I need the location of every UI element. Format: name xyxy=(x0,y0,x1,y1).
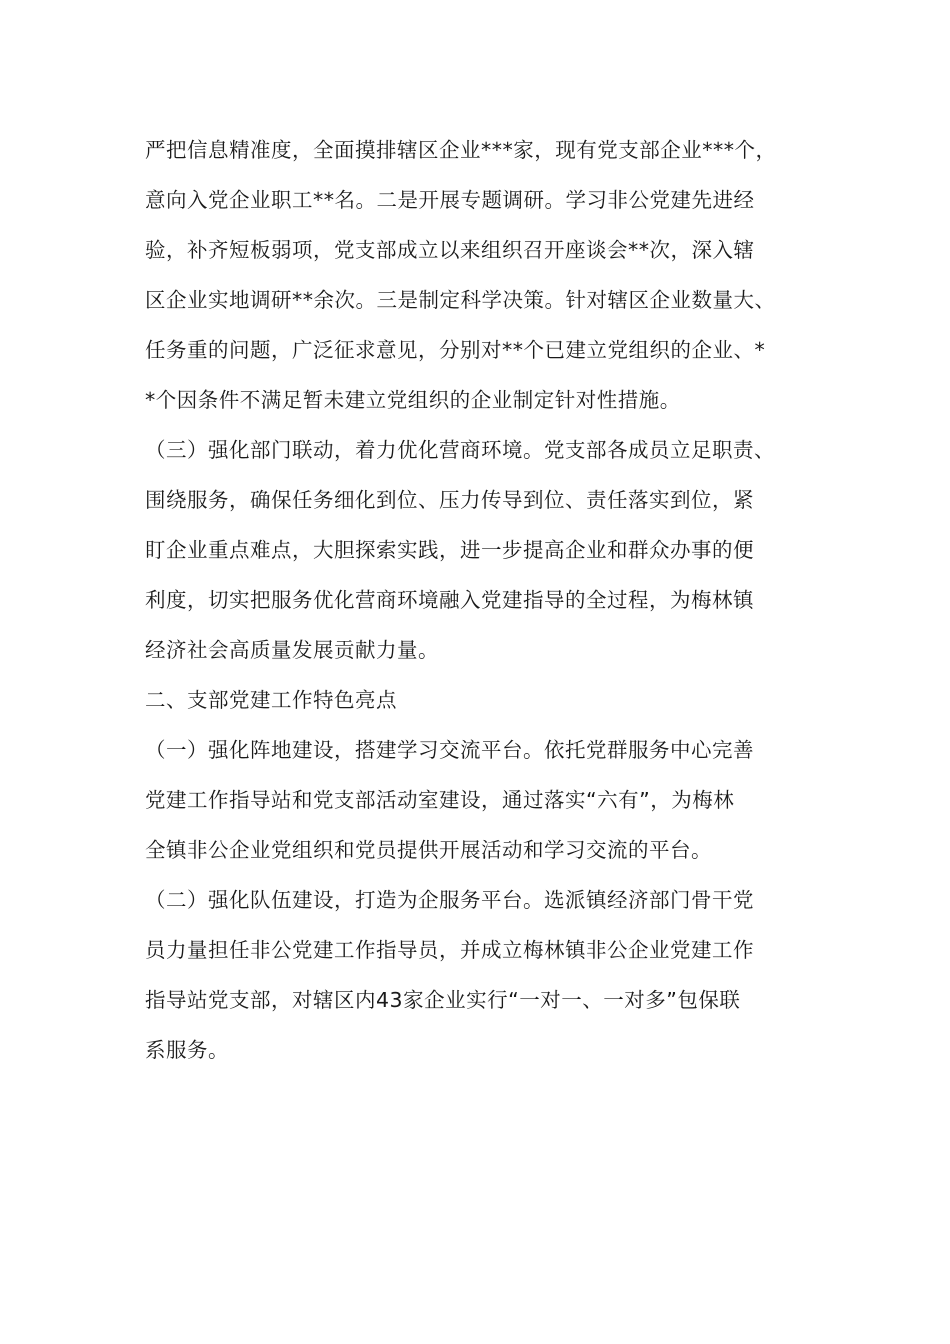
paragraph-line: 意向入党企业职工**名。二是开展专题调研。学习非公党建先进经 xyxy=(145,188,755,212)
paragraph-line: 经济社会高质量发展贡献力量。 xyxy=(145,638,439,662)
section-heading-3: （三）强化部门联动，着力优化营商环境。党支部各成员立足职责、 xyxy=(145,438,775,462)
paragraph-line: 验，补齐短板弱项，党支部成立以来组织召开座谈会**次，深入辖 xyxy=(145,238,755,262)
paragraph-line: *个因条件不满足暂未建立党组织的企业制定针对性措施。 xyxy=(145,388,681,412)
paragraph-line: 严把信息精准度，全面摸排辖区企业***家，现有党支部企业***个， xyxy=(145,138,777,162)
paragraph-line: 党建工作指导站和党支部活动室建设，通过落实“六有”，为梅林 xyxy=(145,788,735,812)
paragraph-line: 全镇非公企业党组织和党员提供开展活动和学习交流的平台。 xyxy=(145,838,712,862)
paragraph-line: 员力量担任非公党建工作指导员，并成立梅林镇非公企业党建工作 xyxy=(145,938,754,962)
paragraph-line: 区企业实地调研**余次。三是制定科学决策。针对辖区企业数量大、 xyxy=(145,288,776,312)
paragraph-line: 任务重的问题，广泛征求意见，分别对**个已建立党组织的企业、* xyxy=(145,338,766,362)
section-heading-1: （一）强化阵地建设，搭建学习交流平台。依托党群服务中心完善 xyxy=(145,738,754,762)
paragraph-line: 指导站党支部，对辖区内43家企业实行“一对一、一对多”包保联 xyxy=(145,988,741,1012)
paragraph-line: 围绕服务，确保任务细化到位、压力传导到位、责任落实到位，紧 xyxy=(145,488,754,512)
paragraph-line: 盯企业重点难点，大胆探索实践，进一步提高企业和群众办事的便 xyxy=(145,538,754,562)
section-heading-2: （二）强化队伍建设，打造为企服务平台。选派镇经济部门骨干党 xyxy=(145,888,754,912)
paragraph-line: 利度，切实把服务优化营商环境融入党建指导的全过程，为梅林镇 xyxy=(145,588,754,612)
chapter-heading: 二、支部党建工作特色亮点 xyxy=(145,688,397,712)
paragraph-line: 系服务。 xyxy=(145,1038,229,1062)
